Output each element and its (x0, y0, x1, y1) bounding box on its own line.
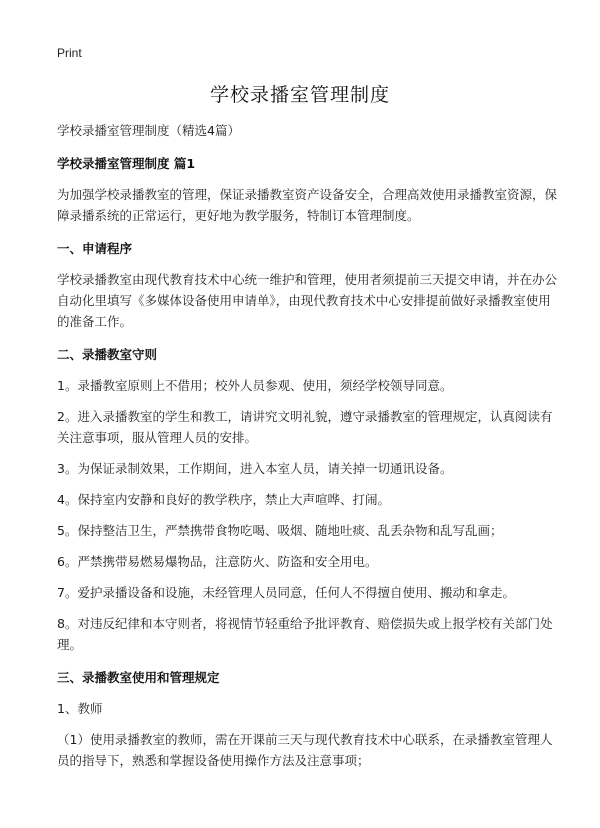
rule-item: 2。进入录播教室的学生和教工，请讲究文明礼貌，遵守录播教室的管理规定，认真阅读有关注意事项，服从管理人员的安排。 (57, 409, 553, 445)
article-heading: 学校录播室管理制度 篇1 (57, 156, 196, 171)
rule-item: 8。对违反纪律和本守则者，将视情节轻重给予批评教育、赔偿损失或上报学校有关部门处理。 (57, 616, 553, 652)
section-heading: 三、录播教室使用和管理规定 (57, 670, 220, 685)
rule-item: 5。保持整洁卫生，严禁携带食物吃喝、吸烟、随地吐痰、乱丢杂物和乱写乱画； (57, 523, 503, 538)
document-title: 学校录播室管理制度 (209, 84, 390, 106)
intro-paragraph: 为加强学校录播教室的管理，保证录播教室资产设备安全，合理高效使用录播教室资源，保障录播系统的正常运行，更好地为教学服务，特制订本管理制度。 (57, 187, 558, 223)
print-label: Print (57, 46, 82, 60)
section-paragraph: （1）使用录播教室的教师，需在开课前三天与现代教育技术中心联系，在录播教室管理人员的指导下，熟悉和掌握设备使用操作方法及注意事项； (57, 732, 553, 768)
section-heading: 二、录播教室守则 (57, 347, 158, 362)
rule-item: 4。保持室内安静和良好的教学秩序，禁止大声喧哗、打闹。 (57, 492, 390, 507)
section-heading: 一、申请程序 (57, 241, 133, 256)
subsection-label: 1、教师 (57, 701, 103, 716)
rule-item: 7。爱护录播设备和设施，未经管理人员同意，任何人不得擅自使用、搬动和拿走。 (57, 585, 515, 600)
rule-item: 6。严禁携带易燃易爆物品，注意防火、防盗和安全用电。 (57, 554, 378, 569)
document-subtitle: 学校录播室管理制度（精选4篇） (57, 123, 240, 138)
rule-item: 3。为保证录制效果，工作期间，进入本室人员，请关掉一切通讯设备。 (57, 461, 453, 476)
section-paragraph: 学校录播教室由现代教育技术中心统一维护和管理，使用者须提前三天提交申请，并在办公自动化里填写《多媒体设备使用申请单》，由现代教育技术中心安排提前做好录播教室使用的准备工作。 (57, 272, 558, 329)
document-body (57, 120, 557, 771)
rule-item: 1。录播教室原则上不借用；校外人员参观、使用，须经学校领导同意。 (57, 378, 453, 393)
